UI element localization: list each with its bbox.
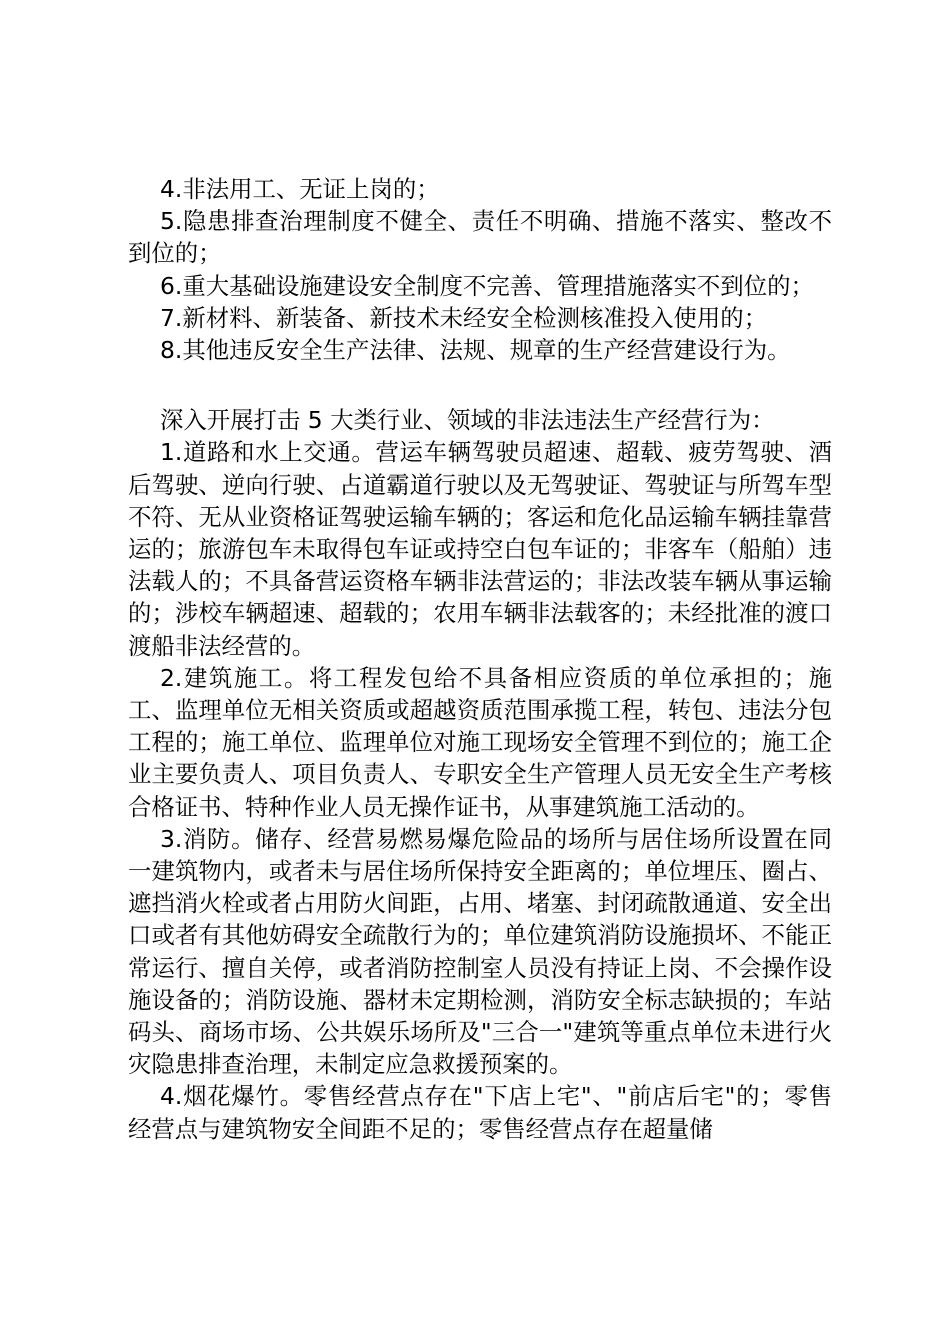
list-item: 1.道路和水上交通。营运车辆驾驶员超速、超载、疲劳驾驶、酒后驾驶、逆向行驶、占道霸道行驶以及无驾驶证、驾驶证与所驾车型不符、无从业资格证驾驶运输车辆的；客运和危化品运输车辆挂靠营运的；旅游包车未取得包车证或持空白包车证的；非客车（船舶）违法载人的；不具备营运资格车辆非法营运的；非法改装车辆从事运输的；涉校车辆超速、超载的；农用车辆非法载客的；未经批准的渡口渡船非法经营的。 [128, 438, 832, 660]
section-intro: 深入开展打击 5 大类行业、领域的非法违法生产经营行为： [160, 406, 775, 435]
list-item: 5.隐患排查治理制度不健全、责任不明确、措施不落实、整改不到位的； [128, 207, 832, 268]
list-item: 7.新材料、新装备、新技术未经安全检测核准投入使用的； [160, 303, 768, 332]
list-item: 6.重大基础设施建设安全制度不完善、管理措施落实不到位的； [160, 271, 814, 300]
list-item: 2.建筑施工。将工程发包给不具备相应资质的单位承担的；施工、监理单位无相关资质或超越资质范围承揽工程，转包、违法分包工程的；施工单位、监理单位对施工现场安全管理不到位的；施工企业主要负责人、项目负责人、专职安全生产管理人员无安全生产考核合格证书、特种作业人员无操作证书，从事建筑施工活动的。 [128, 663, 832, 821]
document-body [128, 173, 832, 1145]
list-item: 4.非法用工、无证上岗的； [160, 175, 440, 203]
list-item: 3.消防。储存、经营易燃易爆危险品的场所与居住场所设置在同一建筑物内，或者未与居住场所保持安全距离的；单位埋压、圈占、遮挡消火栓或者占用防火间距，占用、堵塞、封闭疏散通道、安全出口或者有其他妨碍安全疏散行为的；单位建筑消防设施损坏、不能正常运行、擅自关停，或者消防控制室人员没有持证上岗、不会操作设施设备的；消防设施、器材未定期检测，消防安全标志缺损的；车站码头、商场市场、公共娱乐场所及"三合一"建筑等重点单位未进行火灾隐患排查治理，未制定应急救援预案的。 [128, 824, 832, 1079]
list-item: 4.烟花爆竹。零售经营点存在"下店上宅"、"前店后宅"的；零售经营点与建筑物安全间距不足的；零售经营点存在超量储 [128, 1082, 832, 1143]
paragraph-spacer [128, 366, 832, 404]
list-item: 8.其他违反安全生产法律、法规、规章的生产经营建设行为。 [160, 336, 791, 365]
